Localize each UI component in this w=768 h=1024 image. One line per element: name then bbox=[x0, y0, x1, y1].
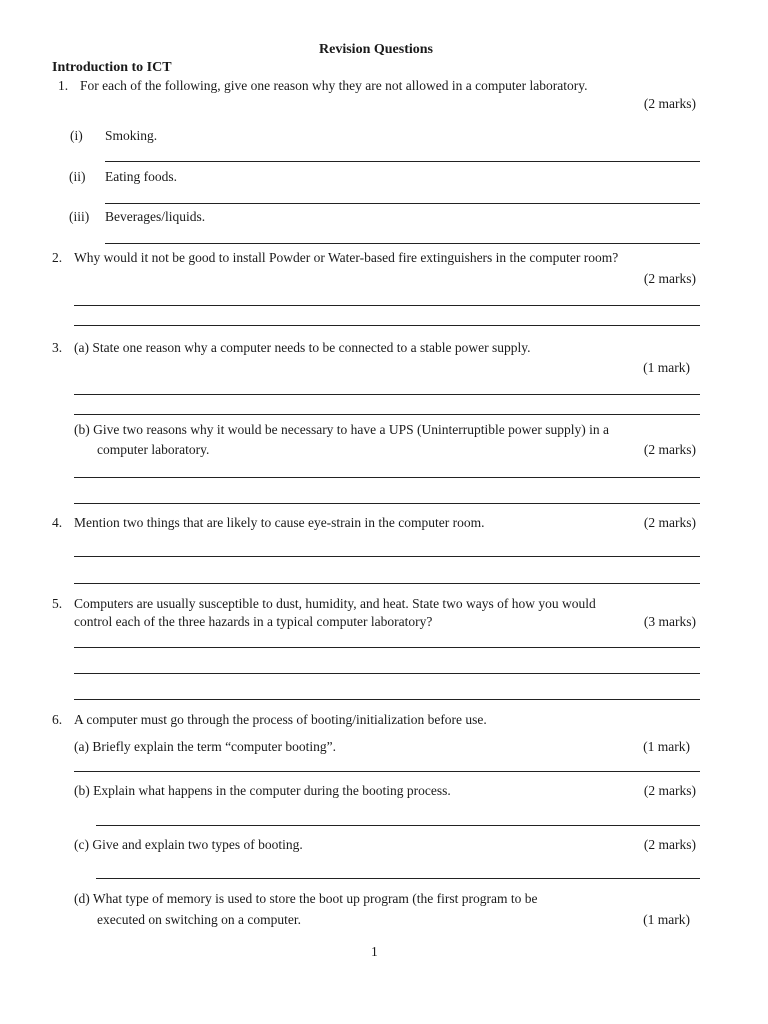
q6d-marks: (1 mark) bbox=[643, 912, 690, 927]
q3a-text: (a) State one reason why a computer needs to be connected to a stable power supply. bbox=[74, 340, 531, 355]
q5-text-line2: control each of the three hazards in a typical computer laboratory? bbox=[74, 614, 433, 629]
q4-text: Mention two things that are likely to cause eye-strain in the computer room. bbox=[74, 515, 485, 530]
q6-number: 6. bbox=[52, 712, 63, 727]
answer-line bbox=[74, 699, 700, 700]
q5-number: 5. bbox=[52, 596, 63, 611]
q6a-marks: (1 mark) bbox=[643, 739, 690, 754]
q6d-text-line2: executed on switching on a computer. bbox=[97, 912, 301, 927]
q1-item-i-text: Smoking. bbox=[105, 128, 158, 143]
q6b-text: (b) Explain what happens in the computer during the booting process. bbox=[74, 783, 451, 798]
q1-number: 1. bbox=[58, 78, 69, 93]
answer-line bbox=[74, 673, 700, 674]
q6-text: A computer must go through the process of booting/initialization before use. bbox=[74, 712, 487, 727]
answer-line bbox=[105, 161, 700, 162]
q1-item-iii-number: (iii) bbox=[69, 209, 90, 224]
q3b-marks: (2 marks) bbox=[643, 442, 696, 457]
answer-line bbox=[74, 394, 700, 395]
q2-text: Why would it not be good to install Powder or Water-based fire extinguishers in the computer room? bbox=[74, 250, 619, 265]
q1-text: For each of the following, give one reason why they are not allowed in a computer laboratory. bbox=[80, 78, 588, 93]
answer-line bbox=[96, 878, 700, 879]
section-title: Introduction to ICT bbox=[52, 60, 172, 75]
q5-marks: (3 marks) bbox=[643, 614, 696, 629]
q1-marks: (2 marks) bbox=[643, 96, 696, 111]
answer-line bbox=[96, 825, 700, 826]
q1-item-ii-number: (ii) bbox=[69, 169, 86, 184]
answer-line bbox=[105, 203, 700, 204]
answer-line bbox=[74, 771, 700, 772]
page-number: 1 bbox=[371, 944, 378, 959]
q5-text-line1: Computers are usually susceptible to dust, humidity, and heat. State two ways of how you would bbox=[74, 596, 596, 611]
q4-marks: (2 marks) bbox=[643, 515, 696, 530]
q2-number: 2. bbox=[52, 250, 63, 265]
q6d-text-line1: (d) What type of memory is used to store the boot up program (the first program to be bbox=[74, 891, 538, 906]
q4-number: 4. bbox=[52, 515, 63, 530]
answer-line bbox=[105, 243, 700, 244]
page-title: Revision Questions bbox=[319, 42, 433, 57]
answer-line bbox=[74, 647, 700, 648]
q1-item-ii-text: Eating foods. bbox=[105, 169, 177, 184]
q3-number: 3. bbox=[52, 340, 63, 355]
q6c-text: (c) Give and explain two types of booting. bbox=[74, 837, 303, 852]
q3b-text-line1: (b) Give two reasons why it would be necessary to have a UPS (Uninterruptible power supply) in a bbox=[74, 422, 610, 437]
q6a-text: (a) Briefly explain the term “computer booting”. bbox=[74, 739, 337, 754]
answer-line bbox=[74, 477, 700, 478]
answer-line bbox=[74, 414, 700, 415]
q1-item-i-number: (i) bbox=[70, 128, 83, 143]
q1-item-iii-text: Beverages/liquids. bbox=[105, 209, 206, 224]
answer-line bbox=[74, 305, 700, 306]
answer-line bbox=[74, 556, 700, 557]
answer-line bbox=[74, 583, 700, 584]
q3b-text-line2: computer laboratory. bbox=[97, 442, 210, 457]
q2-marks: (2 marks) bbox=[643, 271, 696, 286]
answer-line bbox=[74, 503, 700, 504]
q6c-marks: (2 marks) bbox=[643, 837, 696, 852]
q6b-marks: (2 marks) bbox=[643, 783, 696, 798]
q3a-marks: (1 mark) bbox=[643, 360, 690, 375]
answer-line bbox=[74, 325, 700, 326]
